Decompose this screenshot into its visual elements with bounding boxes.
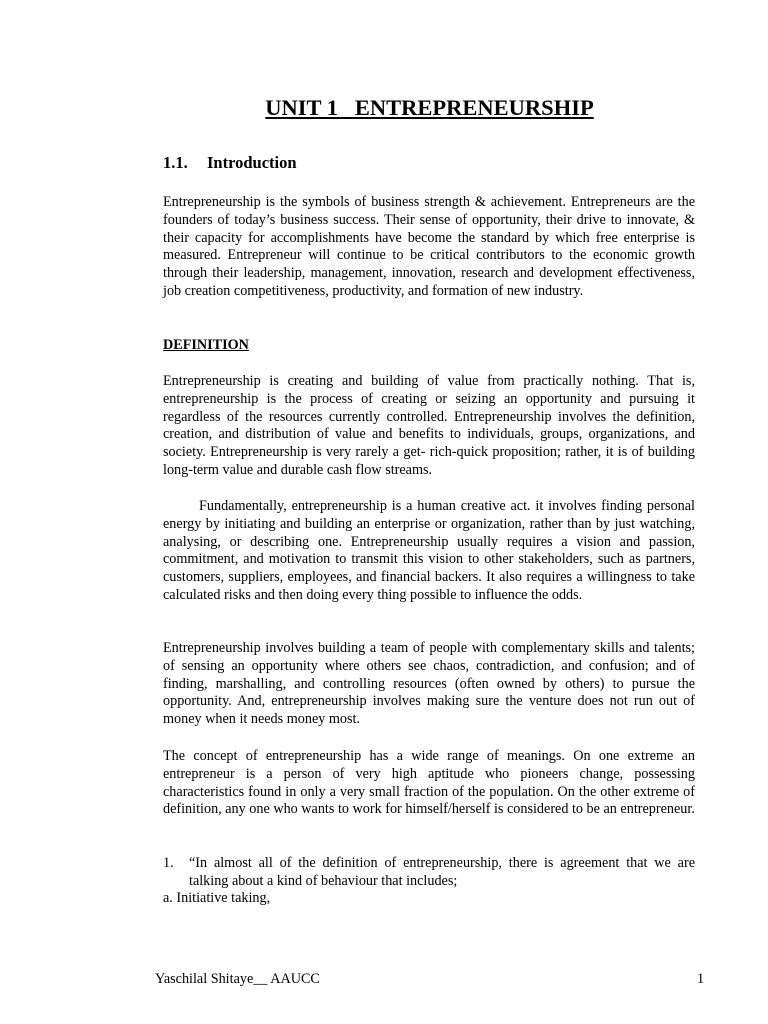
unit-title: UNIT 1 ENTREPRENEURSHIP	[265, 95, 594, 120]
intro-paragraph: Entrepreneurship is the symbols of business strength & achievement. Entrepreneurs are the founders of today’s business success. Their sense of opportunity, their drive to innovate, & their capacity for accomplishments have become the standard by which free enterprise is measured. Entrepreneur will continue to be critical contributors to the economic growth through their leadership, management, innovation, research and development effectiveness, job creation competitiveness, productivity, and formation of new industry.	[163, 194, 695, 299]
section-title: Introduction	[207, 153, 297, 172]
section-number: 1.1.	[163, 153, 188, 172]
list-item-number: 1.	[163, 855, 174, 871]
section-heading	[163, 153, 297, 173]
definition-heading: DEFINITION	[163, 337, 249, 353]
paragraph-definition: Entrepreneurship is creating and building of value from practically nothing. That is, entrepreneurship is the process of creating or seizing an opportunity and pursuing it regardless of the resources currently controlled. Entrepreneurship involves the definition, creation, and distribution of value and benefits to individuals, groups, organizations, and society. Entrepreneurship is very rarely a get- rich-quick proposition; rather, it is of building long-term value and durable cash flow streams.	[163, 373, 695, 478]
sub-list-item: a. Initiative taking,	[163, 890, 271, 906]
paragraph-concept: The concept of entrepreneurship has a wide range of meanings. On one extreme an entrepreneur is a person of very high aptitude who pioneers change, possessing characteristics found in only a very small fraction of the population. On the other extreme of definition, any one who wants to work for himself/herself is considered to be an entrepreneur.	[163, 748, 695, 818]
paragraph-team: Entrepreneurship involves building a team of people with complementary skills and talents; of sensing an opportunity where others see chaos, contradiction, and confusion; and of finding, marshalling, and controlling resources (often owned by others) to pursue the opportunity. And, entrepreneurship involves making sure the venture does not run out of money when it needs money most.	[163, 640, 695, 728]
paragraph-fundamentally: Fundamentally, entrepreneurship is a human creative act. it involves finding personal energy by initiating and building an enterprise or organization, rather than by just watching, analysing, or describing one. Entrepreneurship usually requires a vision and passion, commitment, and motivation to transmit this vision to other stakeholders, such as partners, customers, suppliers, employees, and financial backers. It also requires a willingness to take calculated risks and then doing every thing possible to influence the odds.	[163, 498, 695, 603]
list-item	[163, 855, 695, 891]
page-number: 1	[697, 971, 705, 987]
footer-author: Yaschilal Shitaye__ AAUCC	[155, 971, 320, 987]
list-item-text: “In almost all of the definition of entrepreneurship, there is agreement that we are talking about a kind of behaviour that includes;	[189, 855, 695, 889]
